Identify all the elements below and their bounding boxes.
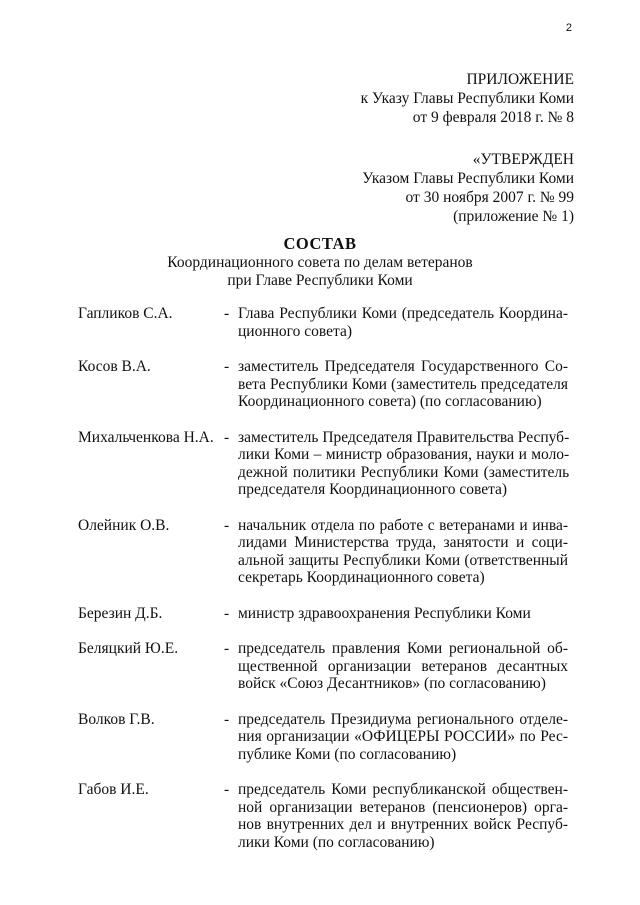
appendix-line: ПРИЛОЖЕНИЕ [466, 71, 574, 88]
member-role-line: председатель Коми республиканской обществен- [238, 781, 568, 798]
document-subtitle-line: при Главе Республики Коми [227, 272, 413, 289]
member-role [238, 605, 568, 623]
member-row [78, 640, 568, 693]
member-role-line: лики Коми (по согласованию) [238, 833, 435, 851]
member-name: Олейник О.В. [78, 516, 170, 534]
member-role [238, 781, 568, 851]
member-row [78, 305, 568, 340]
member-role-line: нов внутренних дел и внутренних войск Респуб- [238, 816, 568, 833]
member-row [78, 711, 568, 764]
member-name: Габов И.Е. [78, 781, 149, 798]
member-role [238, 640, 568, 693]
member-name: Березин Д.Б. [78, 604, 163, 622]
page-number: 2 [565, 22, 572, 34]
approved-line: от 30 ноября 2007 г. № 99 [405, 189, 574, 206]
member-dash: - [224, 781, 230, 798]
member-role [238, 358, 568, 411]
member-role [238, 517, 568, 587]
members-list [78, 305, 568, 851]
member-dash: - [224, 516, 230, 534]
member-role-line: лидами Министерства труда, занятости и соци- [238, 534, 568, 551]
member-role [238, 305, 568, 340]
member-role-line: ния организации «ОФИЦЕРЫ РОССИИ» по Рес- [238, 728, 568, 745]
member-role-line: Координационного совета) (по согласованию) [238, 393, 542, 410]
member-role-line: лики Коми – министр образования, науки и моло- [238, 446, 570, 463]
member-row [78, 358, 568, 411]
member-dash: - [224, 305, 230, 322]
member-row [78, 781, 568, 851]
member-role-line: щественной организации ветеранов десантных [238, 657, 568, 675]
member-name: Косов В.А. [78, 358, 151, 375]
member-role-line: публике Коми (по согласованию) [238, 745, 457, 763]
member-role-line: председатель Президиума регионального отделе- [238, 710, 568, 728]
member-dash: - [224, 428, 230, 446]
member-row [78, 605, 568, 623]
member-role-line: вета Республики Коми (заместитель председателя [238, 375, 568, 393]
member-role [238, 429, 569, 499]
member-role-line: альной защиты Республики Коми (ответственный [238, 551, 568, 569]
approved-line: Указом Главы Республики Коми [362, 170, 574, 187]
document-title: СОСТАВ [283, 234, 357, 253]
member-role-line: заместитель Председателя Государственного Со- [238, 358, 568, 375]
member-dash: - [224, 710, 230, 728]
member-row [78, 517, 568, 587]
member-name: Волков Г.В. [78, 710, 155, 728]
member-role-line: председатель правления Коми региональной об- [238, 640, 568, 657]
member-dash: - [224, 640, 230, 657]
member-role-line: министр здравоохранения Республики Коми [238, 604, 531, 622]
member-row [78, 429, 568, 499]
member-role-line: председателя Координационного совета) [238, 481, 508, 498]
member-role-line: войск «Союз Десантников» (по согласованию) [238, 675, 546, 692]
member-role-line: дежной политики Республики Коми (заместитель [238, 463, 570, 481]
member-role-line: заместитель Председателя Правительства Респуб- [238, 428, 570, 446]
appendix-header [361, 70, 574, 127]
document-title-block [0, 235, 640, 290]
member-dash: - [224, 604, 230, 622]
member-role-line: секретарь Координационного совета) [238, 569, 485, 586]
appendix-line: от 9 февраля 2018 г. № 8 [412, 109, 574, 126]
member-name: Гапликов С.А. [78, 305, 173, 322]
approved-line: «УТВЕРЖДЕН [472, 151, 574, 168]
member-role-line: Глава Республики Коми (председатель Координа- [238, 305, 568, 322]
member-dash: - [224, 358, 230, 375]
member-role [238, 711, 568, 764]
member-role-line: ционного совета) [238, 322, 353, 340]
member-role-line: ной организации ветеранов (пенсионеров) орга- [238, 798, 568, 816]
document-subtitle-line: Координационного совета по делам ветеранов [167, 254, 473, 271]
member-name: Беляцкий Ю.Е. [78, 640, 179, 657]
approved-line: (приложение № 1) [453, 208, 574, 225]
approved-stamp-block [362, 150, 574, 226]
member-role-line: начальник отдела по работе с ветеранами и инва- [238, 516, 568, 534]
appendix-line: к Указу Главы Республики Коми [360, 90, 574, 107]
member-name: Михальченкова Н.А. [78, 428, 214, 446]
